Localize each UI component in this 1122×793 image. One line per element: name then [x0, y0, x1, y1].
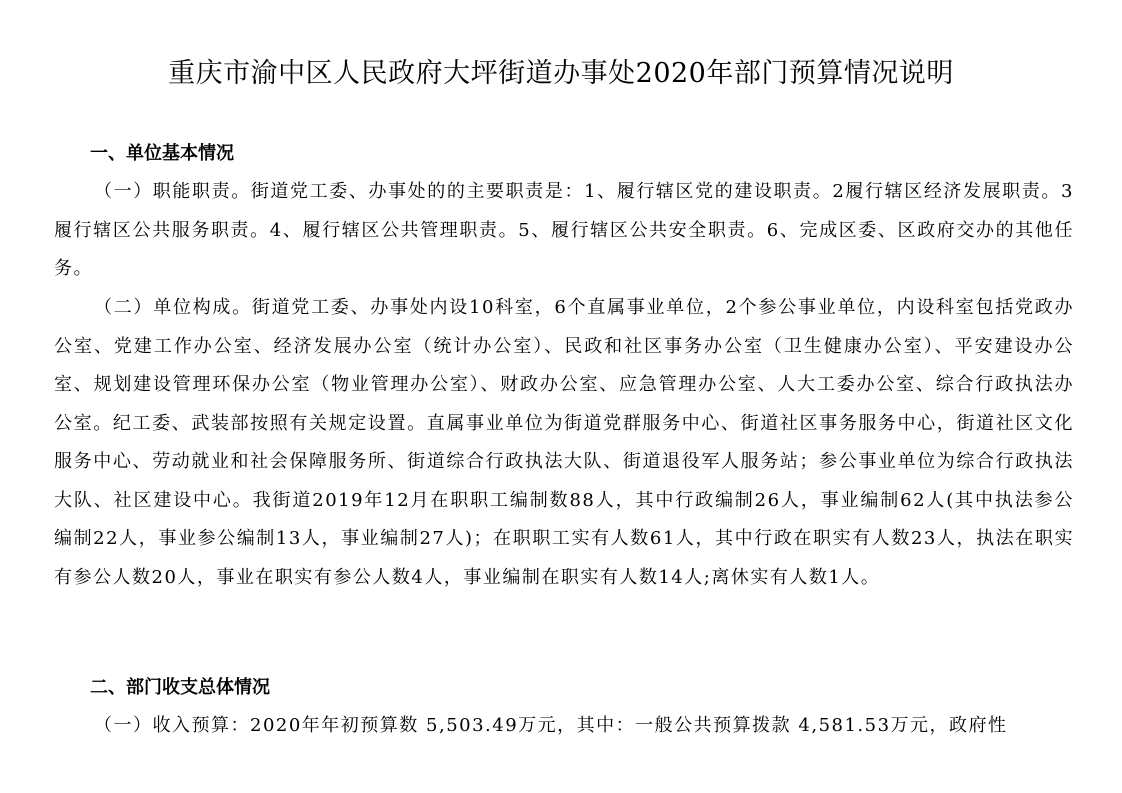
paragraph-duties: （一）职能职责。街道党工委、办事处的的主要职责是：1、履行辖区党的建设职责。2履行辖区经济发展职责。3履行辖区公共服务职责。4、履行辖区公共管理职责。5、履行辖区公共安全职责。6、完成区委、区政府交办的其他任务。 — [54, 181, 1074, 279]
paragraph-income-budget: （一）收入预算：2020年年初预算数 5,503.49万元，其中：一般公共预算拨款 4,581.53万元，政府性 — [94, 715, 1008, 736]
paragraph-composition: （二）单位构成。街道党工委、办事处内设10科室，6个直属事业单位，2个参公事业单位，内设科室包括党政办公室、党建工作办公室、经济发展办公室（统计办公室）、民政和社区事务办公室（卫生健康办公室）、平安建设办公室、规划建设管理环保办公室（物业管理办公室）、财政办公室、应急管理办公室、人大工委办公室、综合行政执法办公室。纪工委、武装部按照有关规定设置。直属事业单位为街道党群服务中心、街道社区事务服务中心，街道社区文化服务中心、劳动就业和社会保障服务所、街道综合行政执法大队、街道退役军人服务站；参公事业单位为综合行政执法大队、社区建设中心。我街道2019年12月在职职工编制数88人，其中行政编制26人，事业编制62人(其中执法参公编制22人，事业参公编制13人，事业编制27人)；在职职工实有人数61人，其中行政在职实有人数23人，执法在职实有参公人数20人，事业在职实有参公人数4人，事业编制在职实有人数14人;离休实有人数1人。 — [54, 297, 1074, 588]
page-title: 重庆市渝中区人民政府大坪街道办事处2020年部门预算情况说明 — [168, 58, 954, 89]
section-heading-budget-overview: 二、部门收支总体情况 — [90, 677, 270, 698]
section-heading-basic-info: 一、单位基本情况 — [90, 143, 234, 164]
